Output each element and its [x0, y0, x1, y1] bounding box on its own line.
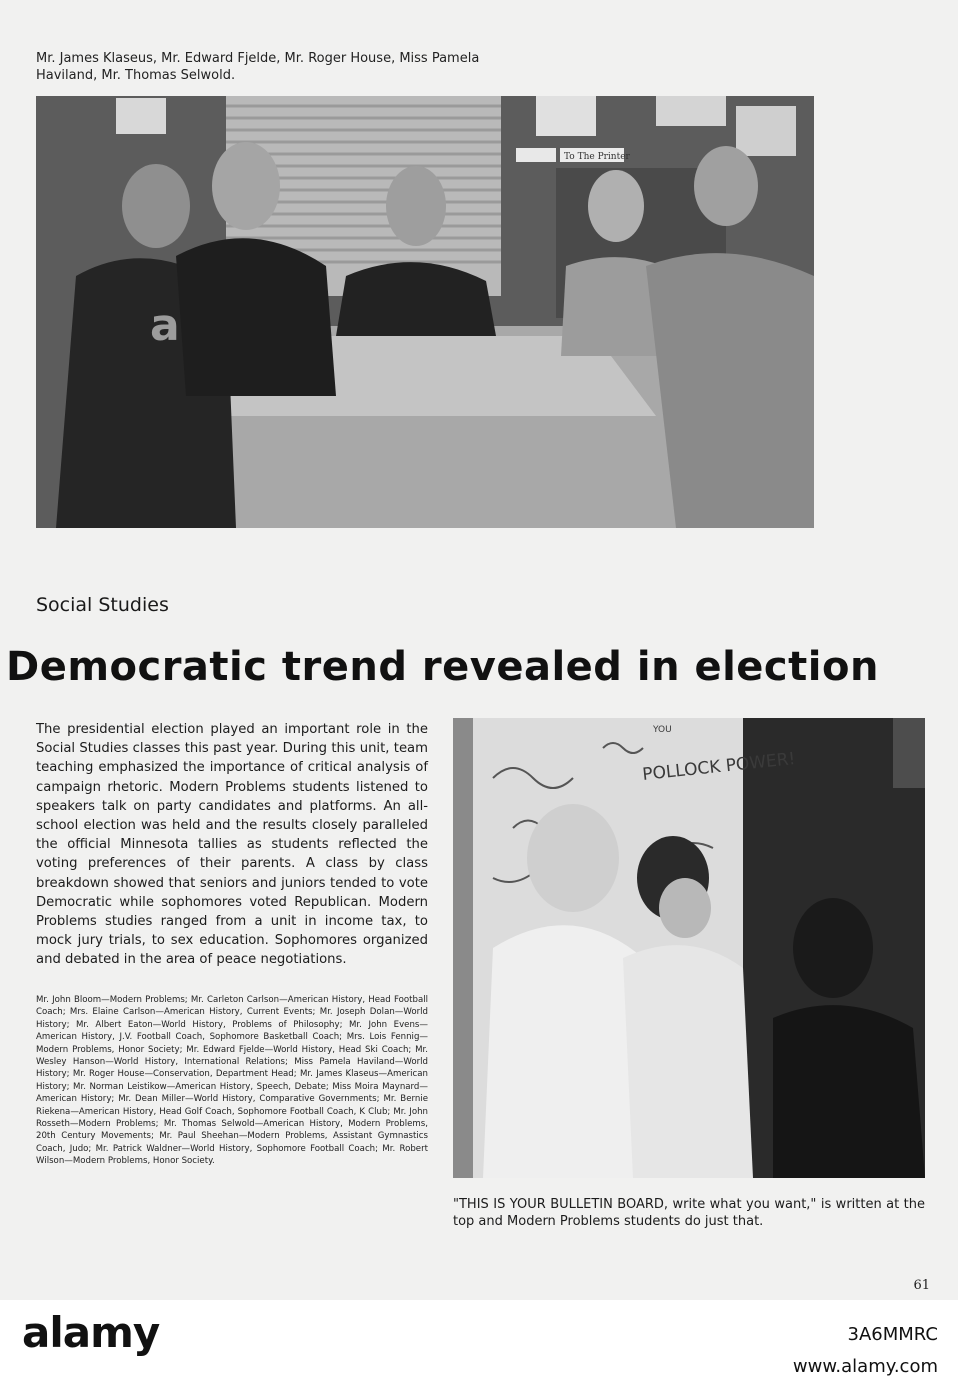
you-graffiti: YOU	[653, 725, 672, 735]
bulletin-board-photo	[453, 718, 925, 1178]
top-photo-caption: Mr. James Klaseus, Mr. Edward Fjelde, Mr. Roger House, Miss Pamela Haviland, Mr. Thomas Selwold.	[36, 51, 480, 83]
watermark-overlay: a	[150, 300, 180, 351]
teachers-photo-illustration	[36, 96, 814, 528]
page-number: 61	[913, 1278, 930, 1293]
watermark-image-id: 3A6MMRC	[847, 1324, 938, 1345]
section-label: Social Studies	[36, 594, 169, 616]
article-body: The presidential election played an important role in the Social Studies classes this past year. During this unit, team teaching emphasized the importance of critical analysis of campaign rhetoric. Modern Problems students listened to speakers talk on party candidates and platforms. An all-school election was held and the results closely paralleled the official Minnesota tallies as students reflected the voting preferences of their parents. A class by class breakdown showed that seniors and juniors tended to vote Democratic while sophomores voted Republican. Modern Problems studies ranged from a unit in income tax, to mock jury trials, to sex education. Sophomores organized and debated in the area of peace negotiations.	[36, 722, 428, 968]
bulletin-photo-illustration	[453, 718, 925, 1178]
bottom-photo-caption: "THIS IS YOUR BULLETIN BOARD, write what you want," is written at the top and Modern Problems students do just that.	[453, 1197, 925, 1229]
pollock-power-graffiti: POLLOCK POWER!	[641, 749, 797, 785]
faculty-list: Mr. John Bloom—Modern Problems; Mr. Carleton Carlson—American History, Head Football Coach; Mrs. Elaine Carlson—American History, Current Events; Mr. Joseph Dolan—World History; Mr. Albert Eaton—World History, Problems of Philosophy; Mr. John Evens—American History, J.V. Football Coach, Sophomore Basketball Coach; Mrs. Lois Fennig—Modern Problems, Honor Society; Mr. Edward Fjelde—World History, Head Ski Coach; Mr. Wesley Hanson—World History, International Relations; Miss Pamela Haviland—World History; Mr. Roger House—Conservation, Department Head; Mr. James Klaseus—American History; Mr. Norman Leistikow—American History, Speech, Debate; Miss Moira Maynard—American History; Mr. Dean Miller—World History, Comparative Governments; Mr. Bernie Riekena—American History, Head Golf Coach, Sophomore Football Coach, K Club; Mr. John Rosseth—Modern Problems; Mr. Thomas Selwold—American History, Modern Problems, 20th Century Movements; Mr. Paul Sheehan—Modern Problems, Assistant Gymnastics Coach, Judo; Mr. Patrick Waldner—World History, Sophomore Football Coach; Mr. Robert Wilson—Modern Problems, Honor Society.	[36, 995, 428, 1167]
watermark-bar	[0, 1300, 958, 1390]
to-the-printer-sign: To The Printer	[564, 152, 630, 162]
teachers-table-photo	[36, 96, 814, 528]
watermark-url: www.alamy.com	[792, 1356, 938, 1377]
watermark-logo: alamy	[22, 1308, 160, 1357]
headline: Democratic trend revealed in election	[6, 644, 879, 690]
